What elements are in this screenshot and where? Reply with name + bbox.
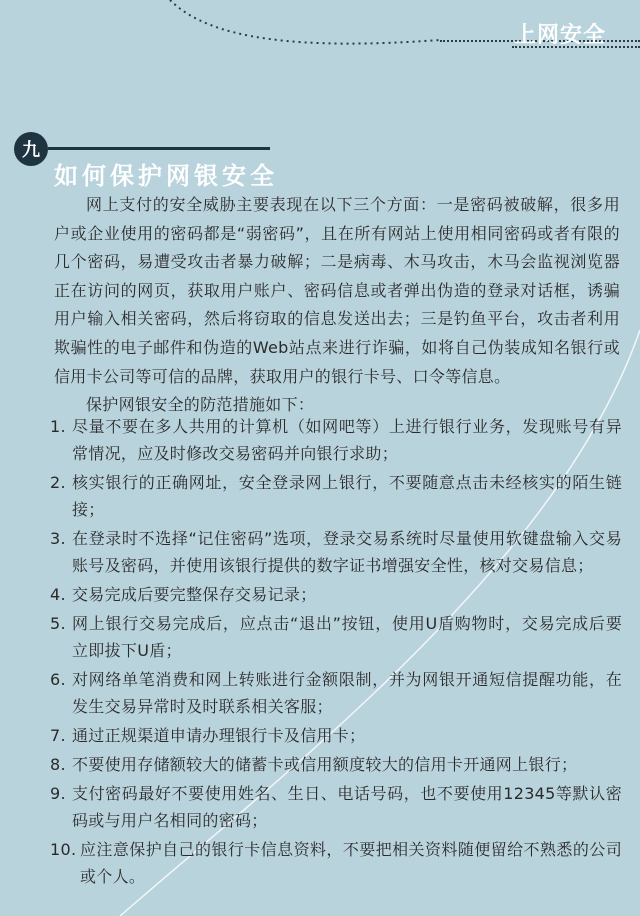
section-number-badge: 九 xyxy=(14,132,48,166)
item-number: 2. xyxy=(50,473,66,492)
list-item xyxy=(50,780,622,834)
item-text: 核实银行的正确网址，安全登录网上银行，不要随意点击未经核实的陌生链接； xyxy=(72,473,622,519)
item-number: 7. xyxy=(50,726,66,745)
item-number: 5. xyxy=(50,614,66,633)
item-number: 10. xyxy=(50,840,77,859)
list-item xyxy=(50,751,622,778)
header-tag: 上网安全 xyxy=(513,23,606,48)
list-item xyxy=(50,525,622,579)
item-text: 应注意保护自己的银行卡信息资料，不要把相关资料随便留给不熟悉的公司或个人。 xyxy=(80,840,622,886)
item-number: 4. xyxy=(50,585,66,604)
intro-paragraph: 网上支付的安全威胁主要表现在以下三个方面：一是密码被破解，很多用户或企业使用的密码都是“弱密码”，且在所有网站上使用相同密码或者有限的几个密码，易遭受攻击者暴力破解；二是病毒、木马攻击，木马会监视浏览器正在访问的网页，获取用户账户、密码信息或者弹出伪造的登录对话框，诱骗用户输入相关密码，然后将窃取的信息发送出去；三是钓鱼平台，攻击者利用欺骗性的电子邮件和伪造的Web站点来进行诈骗，如将自己伪装成知名银行或信用卡公司等可信的品牌，获取用户的银行卡号、口令等信息。 xyxy=(54,195,620,386)
list-item xyxy=(50,722,622,749)
item-text: 在登录时不选择“记住密码”选项，登录交易系统时尽量使用软键盘输入交易账号及密码，并使用该银行提供的数字证书增强安全性，核对交易信息； xyxy=(72,529,622,575)
measures-intro: 保护网银安全的防范措施如下： xyxy=(86,395,315,415)
item-number: 3. xyxy=(50,529,66,548)
item-text: 对网络单笔消费和网上转账进行金额限制，并为网银开通短信提醒功能，在发生交易异常时及时联系相关客服； xyxy=(72,670,622,716)
item-number: 6. xyxy=(50,670,66,689)
list-item xyxy=(50,581,622,608)
item-text: 不要使用存储额较大的储蓄卡或信用额度较大的信用卡开通网上银行； xyxy=(72,755,578,774)
item-text: 网上银行交易完成后，应点击“退出”按钮，使用U盾购物时，交易完成后要立即拔下U盾； xyxy=(72,614,622,660)
section-title: 如何保护网银安全 xyxy=(54,162,278,190)
item-text: 交易完成后要完整保存交易记录； xyxy=(72,585,317,604)
item-number: 1. xyxy=(50,417,66,436)
item-text: 支付密码最好不要使用姓名、生日、电话号码，也不要使用12345等默认密码或与用户名相同的密码； xyxy=(72,784,622,830)
item-number: 9. xyxy=(50,784,66,803)
list-item xyxy=(50,836,622,890)
list-item xyxy=(50,413,622,467)
intro-text xyxy=(54,191,620,420)
item-text: 尽量不要在多人共用的计算机（如网吧等）上进行银行业务，发现账号有异常情况，应及时修改交易密码并向银行求助； xyxy=(72,417,622,463)
section-heading xyxy=(14,132,314,192)
measures-list xyxy=(50,413,622,892)
list-item xyxy=(50,666,622,720)
list-item xyxy=(50,610,622,664)
list-item xyxy=(50,469,622,523)
item-text: 通过正规渠道申请办理银行卡及信用卡； xyxy=(72,726,366,745)
item-number: 8. xyxy=(50,755,66,774)
heading-underline xyxy=(48,147,270,150)
